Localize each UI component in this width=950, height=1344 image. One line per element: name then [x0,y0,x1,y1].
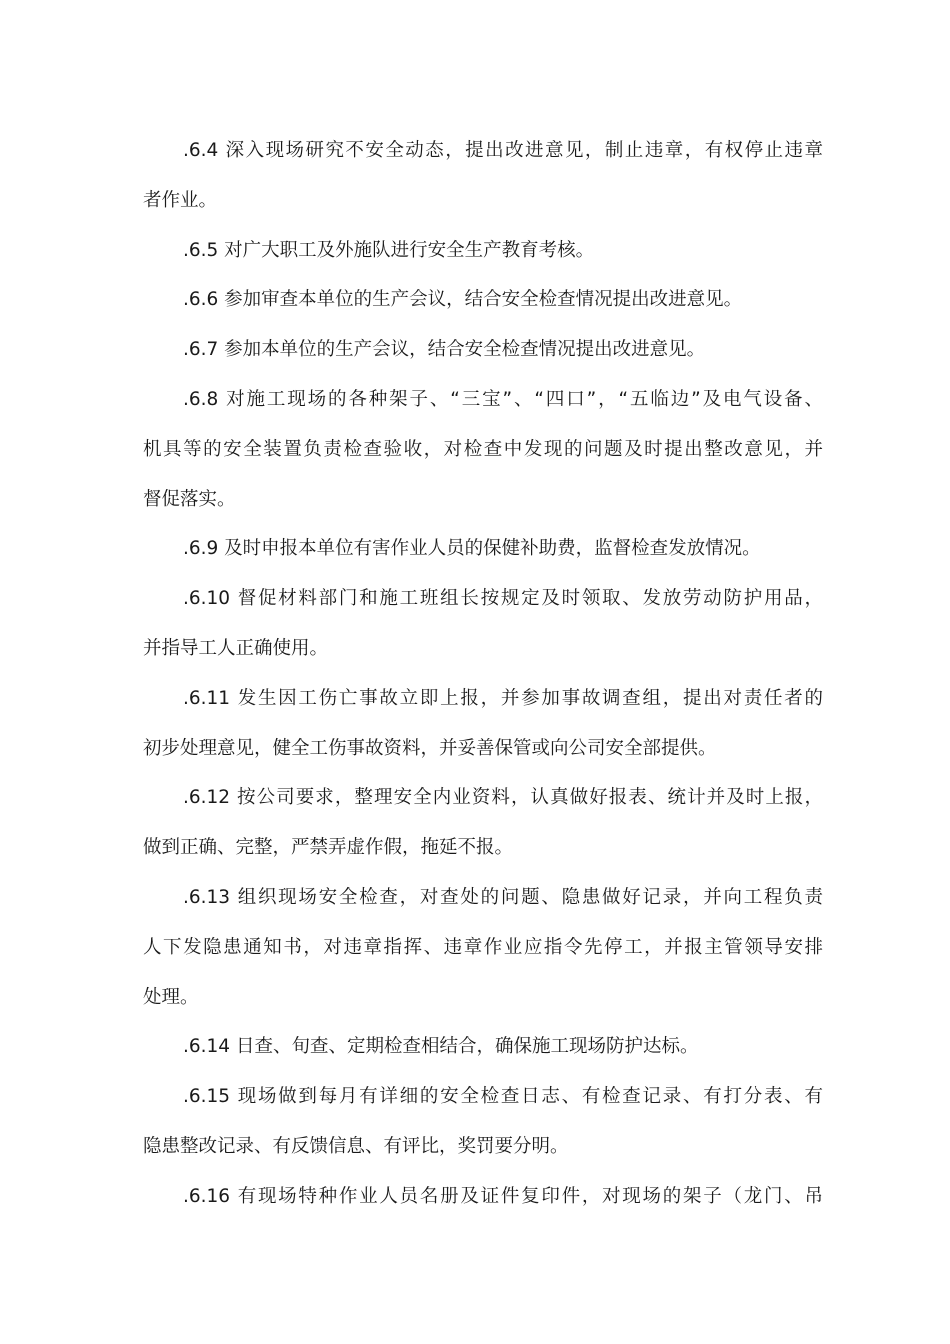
paragraph-6-11 [143,674,823,774]
document-body [143,126,823,1222]
text-line: .6.15 现场做到每月有详细的安全检查日志、有检查记录、有打分表、有 [183,1086,823,1108]
text-line: .6.8 对施工现场的各种架子、“三宝”、“四口”，“五临边”及电气设备、 [183,388,823,410]
paragraph-6-8 [143,375,823,524]
paragraph-6-9 [143,524,823,574]
text-line: .6.12 按公司要求，整理安全内业资料，认真做好报表、统计并及时上报， [183,787,823,809]
text-line: .6.4 深入现场研究不安全动态，提出改进意见，制止违章，有权停止违章 [183,140,823,161]
paragraph-6-12 [143,773,823,873]
text-line: .6.10 督促材料部门和施工班组长按规定及时领取、发放劳动防护用品， [183,588,823,610]
text-line: 并指导工人正确使用。 [143,637,329,659]
text-line: .6.6 参加审查本单位的生产会议，结合安全检查情况提出改进意见。 [183,289,743,311]
paragraph-6-6 [143,275,823,325]
paragraph-6-13 [143,873,823,1022]
text-line: 隐患整改记录、有反馈信息、有评比，奖罚要分明。 [143,1135,569,1157]
text-line: .6.13 组织现场安全检查，对查处的问题、隐患做好记录，并向工程负责 [183,886,823,908]
text-line: .6.16 有现场特种作业人员名册及证件复印件，对现场的架子（龙门、吊 [183,1185,823,1207]
text-line: 机具等的安全装置负责检查验收，对检查中发现的问题及时提出整改意见，并 [143,438,823,460]
text-line: 人下发隐患通知书，对违章指挥、违章作业应指令先停工，并报主管领导安排 [143,936,823,958]
paragraph-6-4 [143,126,823,226]
text-line: .6.11 发生因工伤亡事故立即上报，并参加事故调查组，提出对责任者的 [183,687,823,709]
text-line: 处理。 [143,986,199,1008]
text-line: .6.5 对广大职工及外施队进行安全生产教育考核。 [183,239,595,261]
text-line: .6.14 日查、旬查、定期检查相结合，确保施工现场防护达标。 [183,1036,699,1058]
paragraph-6-10 [143,574,823,674]
paragraph-6-14 [143,1022,823,1072]
text-line: .6.7 参加本单位的生产会议，结合安全检查情况提出改进意见。 [183,339,706,361]
paragraph-6-15 [143,1072,823,1172]
paragraph-6-7 [143,325,823,375]
text-line: 督促落实。 [143,488,236,510]
text-line: 初步处理意见，健全工伤事故资料，并妥善保管或向公司安全部提供。 [143,737,717,759]
text-line: 做到正确、完整，严禁弄虚作假，拖延不报。 [143,837,514,859]
paragraph-6-5 [143,226,823,276]
text-line: 者作业。 [143,189,218,211]
text-line: .6.9 及时申报本单位有害作业人员的保健补助费，监督检查发放情况。 [183,538,761,560]
paragraph-6-16 [143,1172,823,1222]
